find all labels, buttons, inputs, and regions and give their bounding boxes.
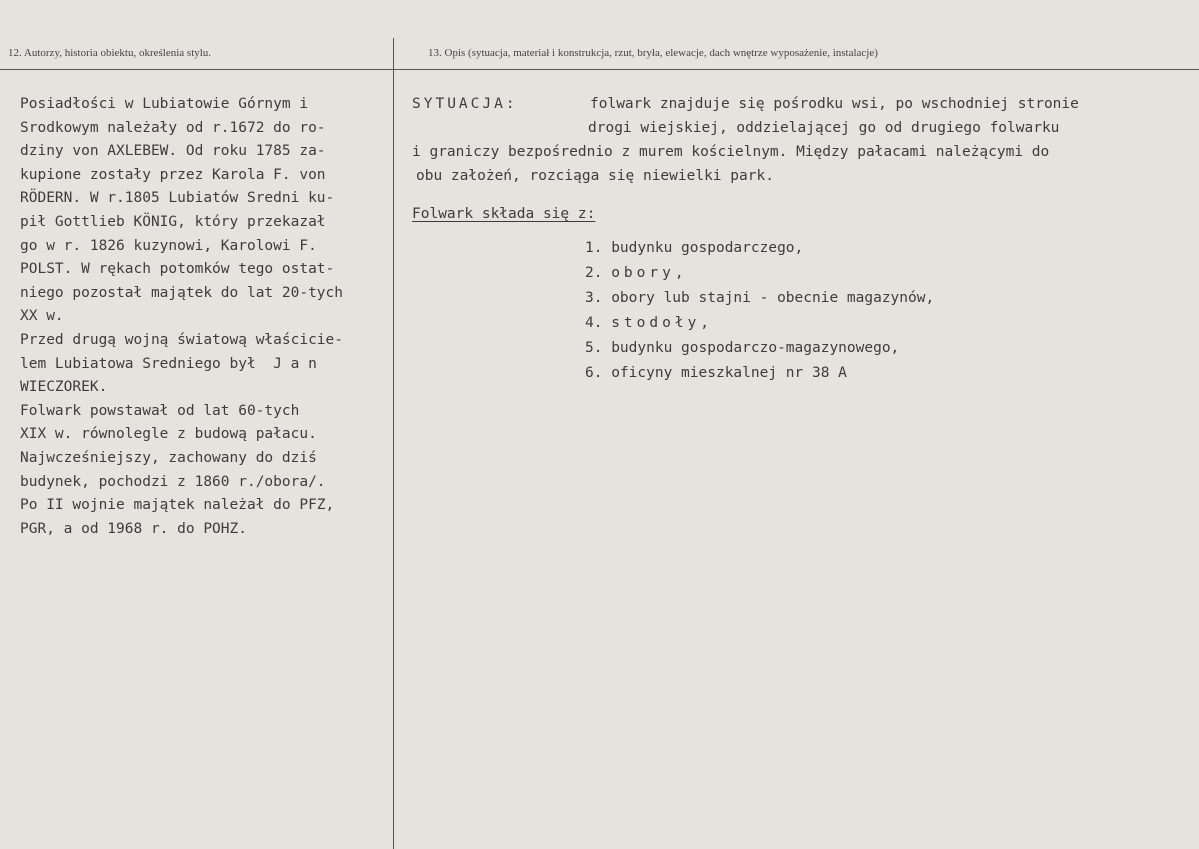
list-item-text: stodoły, xyxy=(611,315,714,331)
folwark-list-item xyxy=(585,261,934,286)
situation-label: SYTUACJA: xyxy=(412,96,518,112)
list-item-number: 4. xyxy=(585,315,612,331)
history-text xyxy=(20,93,392,541)
folwark-heading: Folwark składa się z: xyxy=(412,206,596,222)
history-line: Po II wojnie majątek należał do PFZ, xyxy=(20,497,335,514)
history-line: PGR, a od 1968 r. do POHZ. xyxy=(20,520,247,537)
list-item-number: 1. xyxy=(585,240,612,256)
situation-line-2: drogi wiejskiej, oddzielającej go od drugiego folwarku xyxy=(588,120,1060,136)
history-line: WIECZOREK. xyxy=(20,379,108,396)
history-line: lem Lubiatowa Sredniego był J a n xyxy=(20,355,317,372)
list-item-text: budynku gospodarczego, xyxy=(611,240,804,256)
history-line: Folwark powstawał od lat 60-tych xyxy=(20,402,300,419)
folwark-list-item xyxy=(585,336,934,361)
section-13-header: 13. Opis (sytuacja, materiał i konstrukcja, rzut, bryła, elewacje, dach wnętrze wyposażenie, instalacje) xyxy=(428,47,878,59)
history-line: dziny von AXLEBEW. Od roku 1785 za- xyxy=(20,143,326,160)
history-line: Przed drugą wojną światową właścicie- xyxy=(20,331,344,348)
history-line: kupione zostały przez Karola F. von xyxy=(20,166,326,183)
list-item-text: obory, xyxy=(611,265,688,281)
horizontal-rule xyxy=(0,69,1199,70)
folwark-list-item xyxy=(585,236,934,261)
list-item-number: 5. xyxy=(585,340,612,356)
situation-line-3: i graniczy bezpośrednio z murem kościelnym. Między pałacami należącymi do xyxy=(412,144,1050,160)
folwark-list-item xyxy=(585,311,934,336)
history-line: XIX w. równolegle z budową pałacu. xyxy=(20,426,317,443)
list-item-text: budynku gospodarczo-magazynowego, xyxy=(611,340,900,356)
list-item-number: 6. xyxy=(585,365,612,381)
situation-line-4: obu założeń, rozciąga się niewielki park. xyxy=(416,168,774,184)
history-line: Srodkowym należały od r.1672 do ro- xyxy=(20,119,326,136)
history-line: niego pozostał majątek do lat 20-tych xyxy=(20,284,344,301)
list-item-text: obory lub stajni - obecnie magazynów, xyxy=(611,290,935,306)
folwark-list-item xyxy=(585,361,934,386)
history-line: go w r. 1826 kuzynowi, Karolowi F. xyxy=(20,237,317,254)
folwark-list-item xyxy=(585,286,934,311)
list-item-number: 2. xyxy=(585,265,612,281)
history-line: budynek, pochodzi z 1860 r./obora/. xyxy=(20,473,326,490)
situation-line-1: folwark znajduje się pośrodku wsi, po wschodniej stronie xyxy=(590,96,1079,112)
history-line: Najwcześniejszy, zachowany do dziś xyxy=(20,449,317,466)
folwark-list xyxy=(585,236,934,386)
history-line: RÖDERN. W r.1805 Lubiatów Sredni ku- xyxy=(20,190,335,207)
history-line: POLST. W rękach potomków tego ostat- xyxy=(20,261,335,278)
list-item-number: 3. xyxy=(585,290,612,306)
list-item-text: oficyny mieszkalnej nr 38 A xyxy=(611,365,847,381)
history-line: pił Gottlieb KÖNIG, który przekazał xyxy=(20,213,326,230)
section-12-header: 12. Autorzy, historia obiektu, określenia stylu. xyxy=(8,47,212,59)
column-divider xyxy=(393,38,394,849)
history-line: Posiadłości w Lubiatowie Górnym i xyxy=(20,96,309,112)
history-line: XX w. xyxy=(20,308,64,325)
